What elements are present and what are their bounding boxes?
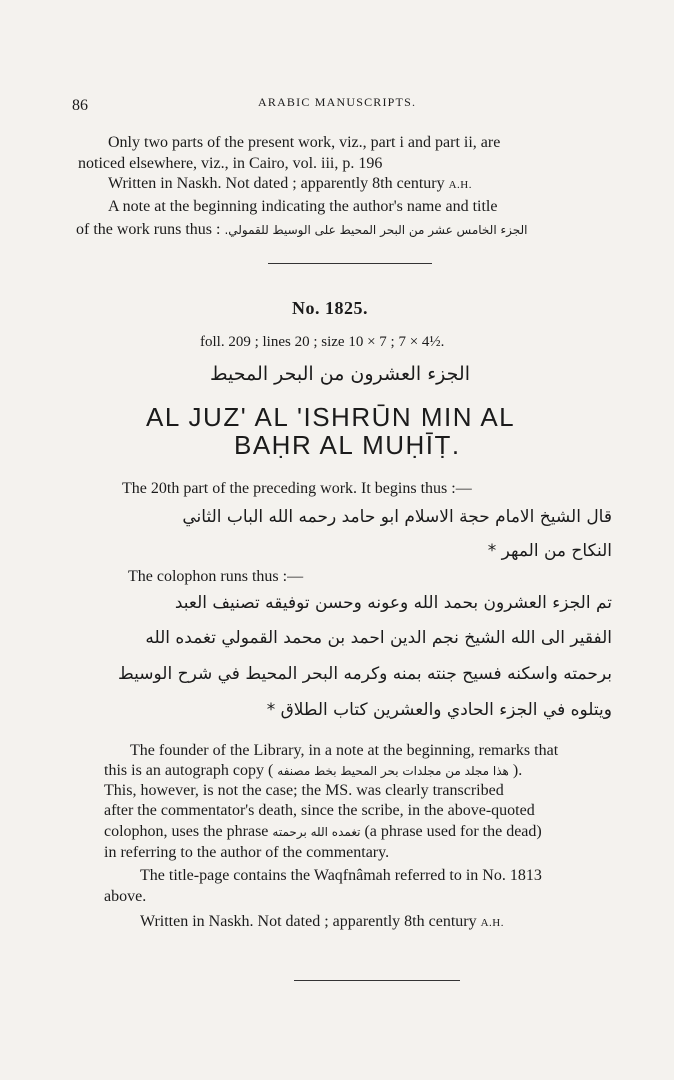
begins-line: The 20th part of the preceding work. It begins thus :—	[122, 480, 472, 497]
colophon-line-3: برحمته واسكنه فسيح جنته بمنه وكرمه البحر المحيط في شرح الوسيط	[118, 664, 612, 684]
paragraph-line-5	[104, 822, 542, 842]
entry-title-line-1: AL JUZ' AL 'ISHRŪN MIN AL	[146, 402, 516, 432]
section-divider-bottom	[294, 980, 460, 981]
paragraph-line-2	[104, 761, 522, 781]
entry-number: No. 1825.	[292, 298, 368, 318]
incipit-line-2: النكاح من المهر *	[487, 541, 612, 561]
colophon-line-4: ويتلوه في الجزء الحادي والعشرين كتاب الطلاق *	[266, 700, 612, 720]
intro-line-4: A note at the beginning indicating the author's name and title	[108, 198, 498, 215]
paragraph-line-8: above.	[104, 888, 147, 905]
section-divider-top	[268, 263, 432, 264]
paragraph-line-5-close: (a phrase used for the dead)	[364, 823, 542, 840]
page-number: 86	[72, 97, 88, 114]
intro-line-5	[76, 220, 527, 240]
paragraph-line-7: The title-page contains the Waqfnâmah referred to in No. 1813	[140, 867, 542, 884]
intro-line-2: noticed elsewhere, viz., in Cairo, vol. iii, p. 196	[78, 155, 383, 172]
colophon-line-1: تم الجزء العشرون بحمد الله وعونه وحسن توفيقه تصنيف العبد	[174, 593, 612, 613]
colophon-intro: The colophon runs thus :—	[128, 568, 304, 585]
intro-line-1: Only two parts of the present work, viz., part i and part ii, are	[108, 134, 501, 151]
paragraph-line-3: This, however, is not the case; the MS. was clearly transcribed	[104, 782, 504, 799]
running-title: ARABIC MANUSCRIPTS.	[258, 95, 417, 109]
colophon-line-2: الفقير الى الله الشيخ نجم الدين احمد بن محمد القمولي تغمده الله	[145, 628, 612, 648]
intro-line-3-text: Written in Naskh. Not dated ; apparently 8th century	[108, 175, 445, 192]
paragraph-line-5-text: colophon, uses the phrase	[104, 823, 269, 840]
incipit-line-1: قال الشيخ الامام حجة الاسلام ابو حامد رحمه الله الباب الثاني	[182, 507, 612, 527]
paragraph-line-9	[140, 912, 504, 933]
paragraph-line-2-close: ).	[512, 762, 523, 779]
paragraph-line-1: The founder of the Library, in a note at the beginning, remarks that	[130, 742, 559, 759]
paragraph-line-9-era: A.H.	[480, 917, 504, 929]
entry-arabic-title: الجزء العشرون من البحر المحيط	[210, 363, 470, 385]
entry-title-line-2: BAḤR AL MUḤĪṬ.	[234, 430, 461, 460]
paragraph-line-2-arabic: هذا مجلد من مجلدات بحر المحيط بخط مصنفه	[277, 764, 509, 778]
paragraph-line-5-arabic: تغمده الله برحمته	[272, 825, 361, 839]
intro-line-5-arabic: الجزء الخامس عشر من البحر المحيط على الوسيط للقمولي.	[224, 223, 528, 237]
intro-line-3-era: A.H.	[448, 179, 472, 191]
paragraph-line-2-text: this is an autograph copy (	[104, 762, 274, 779]
paragraph-line-4: after the commentator's death, since the scribe, in the above-quoted	[104, 802, 535, 819]
paragraph-line-9-text: Written in Naskh. Not dated ; apparently 8th century	[140, 913, 477, 930]
entry-specs: foll. 209 ; lines 20 ; size 10 × 7 ; 7 × 4½.	[200, 334, 445, 350]
intro-line-5-text: of the work runs thus :	[76, 221, 221, 238]
intro-line-3	[108, 174, 472, 195]
paragraph-line-6: in referring to the author of the commentary.	[104, 844, 390, 861]
